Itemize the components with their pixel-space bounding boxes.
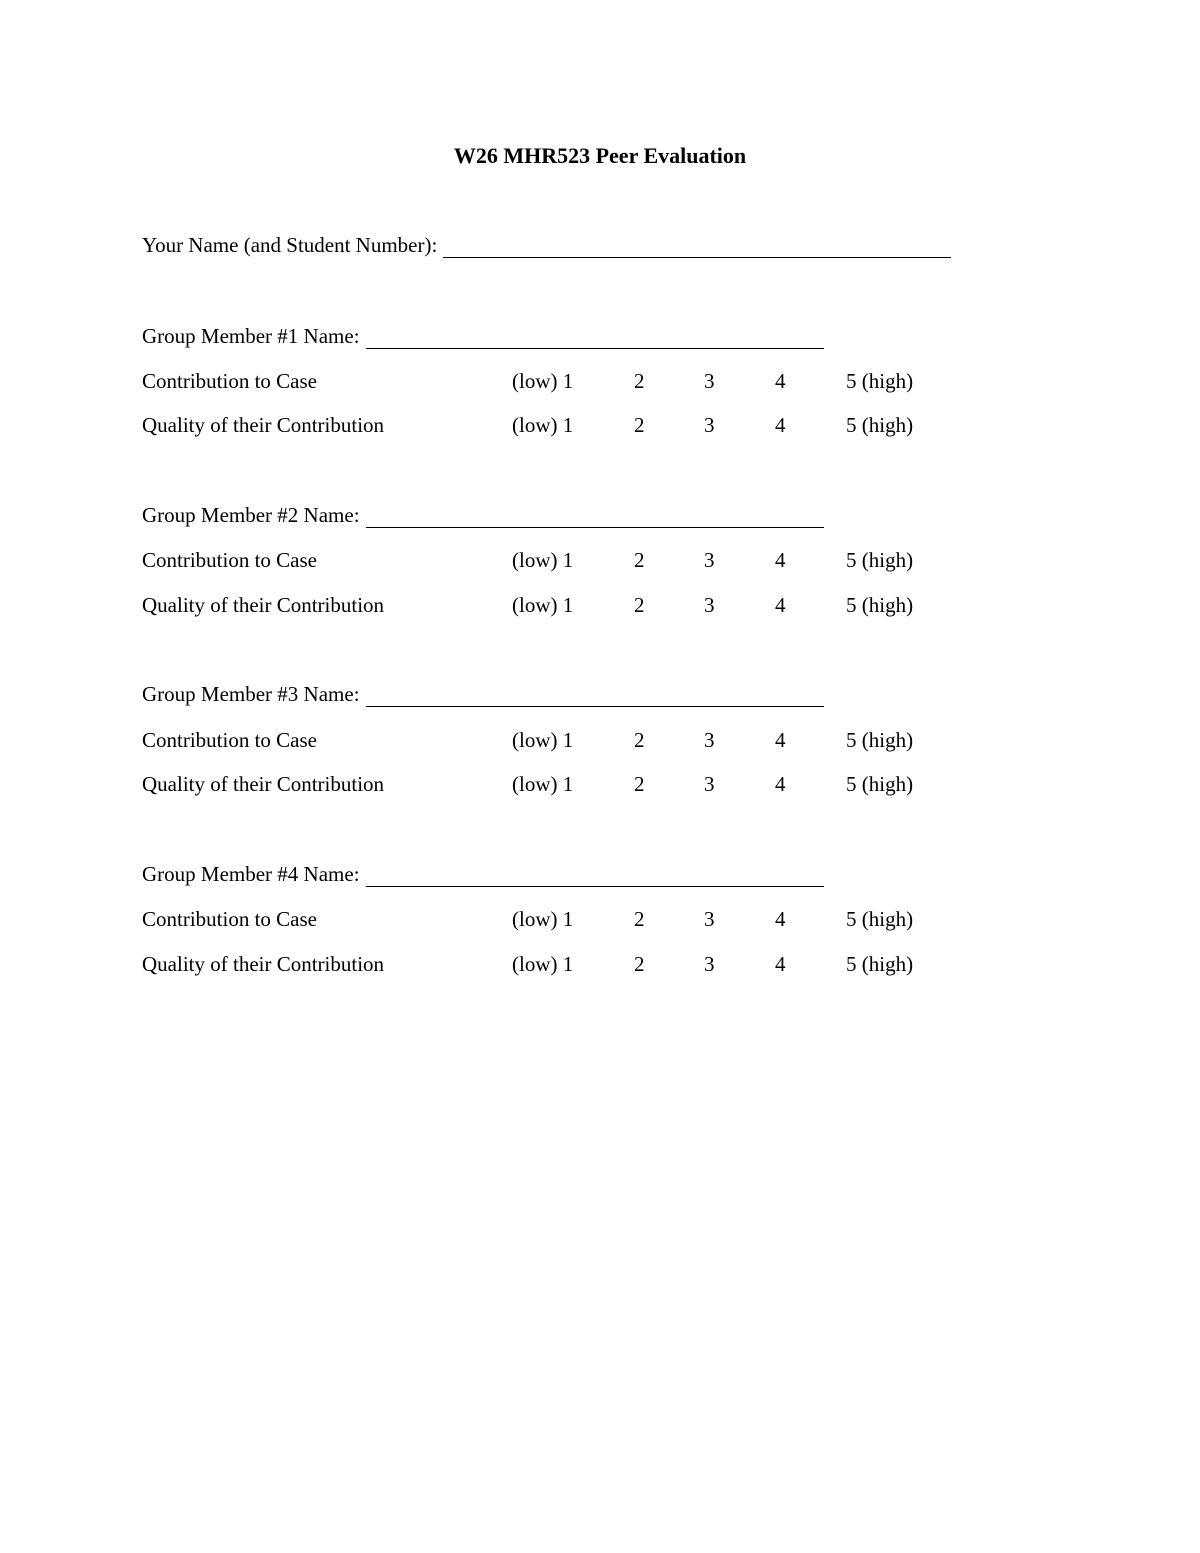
rating-option-2[interactable]: 2 <box>634 593 645 617</box>
criterion-label: Quality of their Contribution <box>142 952 385 976</box>
rating-option-1[interactable]: (low) 1 <box>512 728 574 752</box>
member-1-name-field[interactable] <box>366 328 824 349</box>
rating-option-2[interactable]: 2 <box>634 548 645 572</box>
member-3-name-row <box>142 681 824 707</box>
criterion-label: Contribution to Case <box>142 548 317 572</box>
rating-option-5[interactable]: 5 (high) <box>846 413 914 437</box>
rating-option-3[interactable]: 3 <box>704 413 715 437</box>
rating-option-5[interactable]: 5 (high) <box>846 593 914 617</box>
member-4-name-row <box>142 861 824 887</box>
criterion-label: Contribution to Case <box>142 728 317 752</box>
rating-option-2[interactable]: 2 <box>634 772 645 796</box>
rating-option-3[interactable]: 3 <box>704 369 715 393</box>
rating-option-3[interactable]: 3 <box>704 772 715 796</box>
criterion-label: Quality of their Contribution <box>142 593 385 617</box>
rating-option-4[interactable]: 4 <box>775 907 786 931</box>
member-1-contribution-row <box>142 368 942 394</box>
rating-option-3[interactable]: 3 <box>704 952 715 976</box>
member-3-contribution-row <box>142 727 942 753</box>
criterion-label: Quality of their Contribution <box>142 413 385 437</box>
member-1-name-row <box>142 323 824 349</box>
member-2-name-field[interactable] <box>366 507 824 528</box>
rating-option-5[interactable]: 5 (high) <box>846 952 914 976</box>
rating-option-3[interactable]: 3 <box>704 548 715 572</box>
member-1-name-label: Group Member #1 Name: <box>142 324 360 348</box>
member-2-name-row <box>142 502 824 528</box>
rating-option-5[interactable]: 5 (high) <box>846 728 914 752</box>
rating-option-4[interactable]: 4 <box>775 952 786 976</box>
rating-option-1[interactable]: (low) 1 <box>512 548 574 572</box>
rating-option-3[interactable]: 3 <box>704 593 715 617</box>
member-2-contribution-row <box>142 547 942 573</box>
criterion-label: Contribution to Case <box>142 907 317 931</box>
rating-option-5[interactable]: 5 (high) <box>846 548 914 572</box>
member-4-name-label: Group Member #4 Name: <box>142 862 360 886</box>
criterion-label: Quality of their Contribution <box>142 772 385 796</box>
rating-option-3[interactable]: 3 <box>704 728 715 752</box>
rating-option-4[interactable]: 4 <box>775 548 786 572</box>
rating-option-1[interactable]: (low) 1 <box>512 369 574 393</box>
member-3-name-field[interactable] <box>366 686 824 707</box>
rating-option-1[interactable]: (low) 1 <box>512 907 574 931</box>
rating-option-2[interactable]: 2 <box>634 728 645 752</box>
your-name-field[interactable] <box>443 237 951 258</box>
rating-option-2[interactable]: 2 <box>634 952 645 976</box>
rating-option-2[interactable]: 2 <box>634 907 645 931</box>
rating-option-5[interactable]: 5 (high) <box>846 772 914 796</box>
member-3-quality-row <box>142 771 942 797</box>
rating-option-1[interactable]: (low) 1 <box>512 413 574 437</box>
member-2-quality-row <box>142 592 942 618</box>
rating-option-2[interactable]: 2 <box>634 369 645 393</box>
criterion-label: Contribution to Case <box>142 369 317 393</box>
page-title: W26 MHR523 Peer Evaluation <box>453 143 747 168</box>
rating-option-1[interactable]: (low) 1 <box>512 772 574 796</box>
member-4-contribution-row <box>142 906 942 932</box>
rating-option-1[interactable]: (low) 1 <box>512 593 574 617</box>
rating-option-5[interactable]: 5 (high) <box>846 907 914 931</box>
member-4-quality-row <box>142 951 942 977</box>
rating-option-4[interactable]: 4 <box>775 772 786 796</box>
rating-option-4[interactable]: 4 <box>775 369 786 393</box>
your-name-label: Your Name (and Student Number): <box>142 233 438 257</box>
rating-option-3[interactable]: 3 <box>704 907 715 931</box>
rating-option-4[interactable]: 4 <box>775 728 786 752</box>
rating-option-5[interactable]: 5 (high) <box>846 369 914 393</box>
member-4-name-field[interactable] <box>366 866 824 887</box>
member-1-quality-row <box>142 412 942 438</box>
member-3-name-label: Group Member #3 Name: <box>142 682 360 706</box>
your-name-row <box>142 232 951 258</box>
rating-option-2[interactable]: 2 <box>634 413 645 437</box>
member-2-name-label: Group Member #2 Name: <box>142 503 360 527</box>
rating-option-4[interactable]: 4 <box>775 413 786 437</box>
rating-option-1[interactable]: (low) 1 <box>512 952 574 976</box>
rating-option-4[interactable]: 4 <box>775 593 786 617</box>
